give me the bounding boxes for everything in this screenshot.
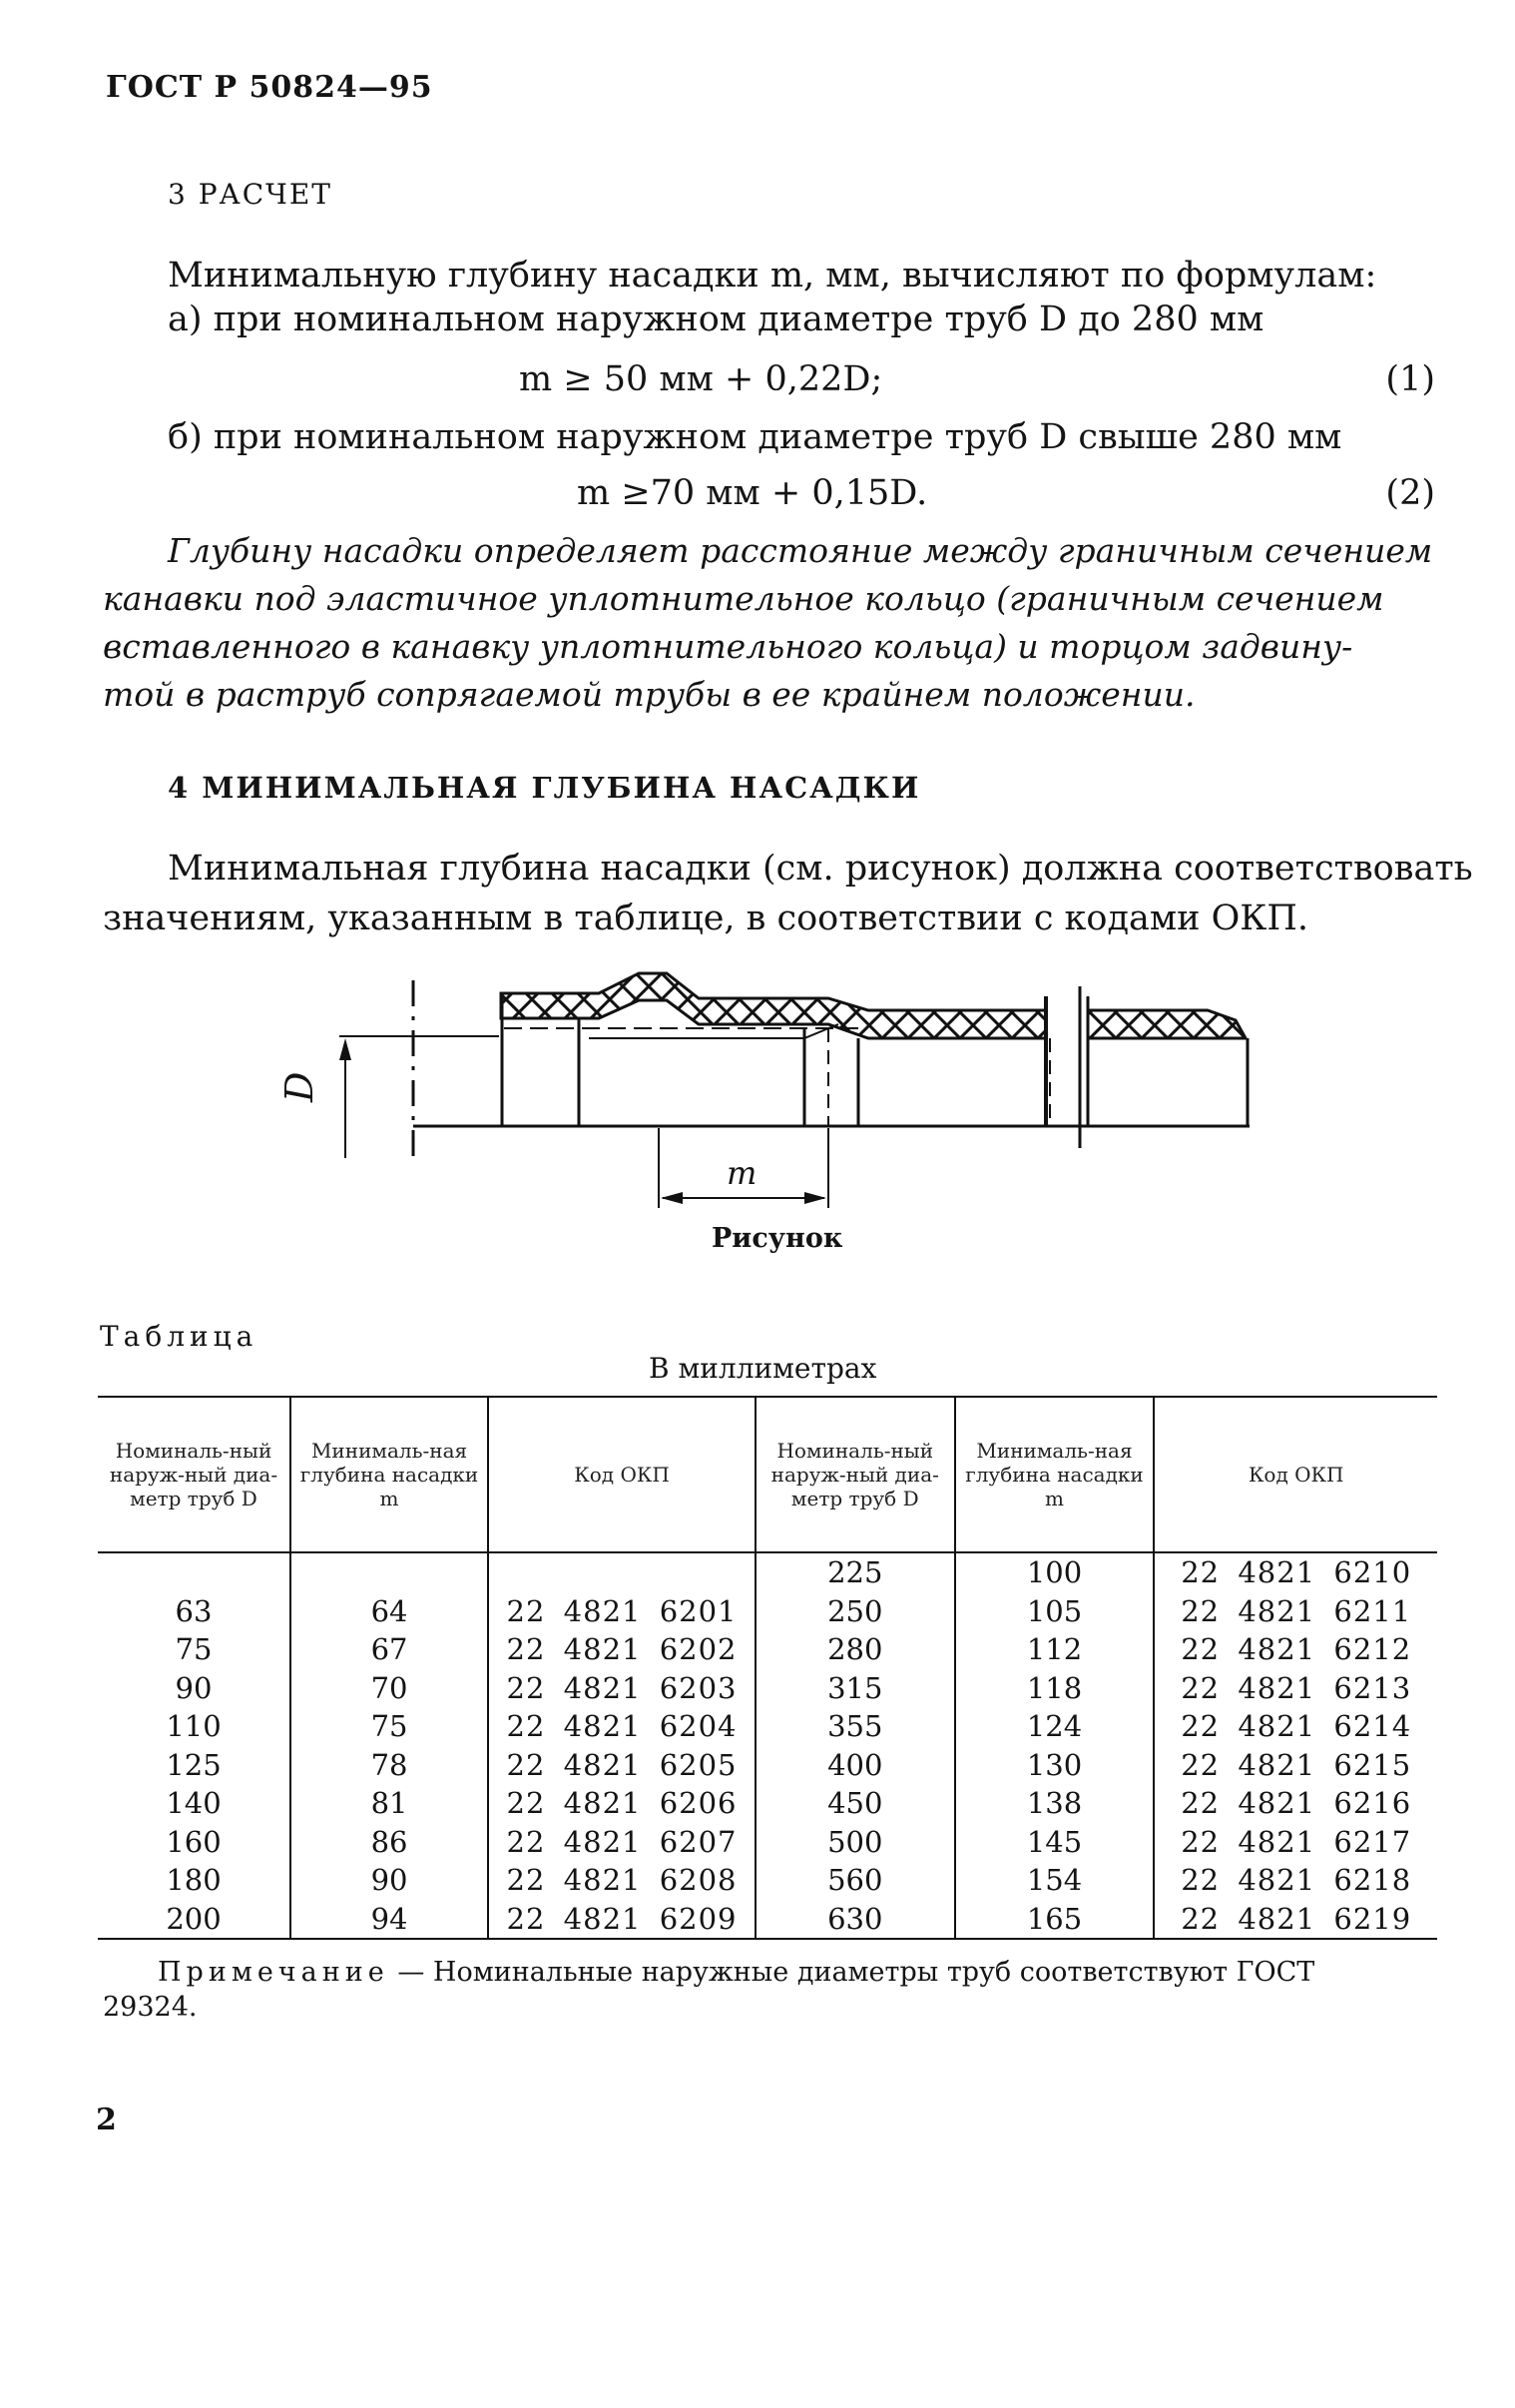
- dimension-m-label: m: [727, 1154, 758, 1192]
- italic-line-4: той в раструб сопрягаемой трубы в ее крайнем положении.: [103, 675, 1196, 714]
- table-cell: 22 4821 6214: [1154, 1707, 1437, 1746]
- table-cell: 250: [756, 1592, 955, 1631]
- table-cell: 125: [166, 1747, 222, 1782]
- header-code-2: Код ОКП: [1154, 1397, 1437, 1552]
- table-row: [98, 1746, 1437, 1785]
- table-cell: 140: [166, 1786, 222, 1821]
- table-cell: 160: [166, 1824, 222, 1859]
- document-header: ГОСТ Р 50824—95: [106, 70, 433, 105]
- note-text: — Номинальные наружные диаметры труб соответствуют ГОСТ: [388, 1957, 1315, 1988]
- table-cell: 280: [756, 1630, 955, 1669]
- table-cell: 22 4821 6213: [1154, 1669, 1437, 1708]
- table-cell: 22 4821 6202: [488, 1630, 756, 1669]
- table-row: [98, 1707, 1437, 1746]
- table-cell: 112: [955, 1630, 1155, 1669]
- table-cell: 94: [290, 1900, 488, 1940]
- table-cell: 22 4821 6208: [488, 1861, 756, 1900]
- table-cell: 90: [175, 1670, 213, 1705]
- table-cell: 145: [955, 1823, 1155, 1862]
- table-cell: 75: [175, 1632, 213, 1667]
- header-depth: Минималь-ная глубина насадки m: [290, 1397, 488, 1552]
- formula-2-number: (2): [1385, 473, 1435, 513]
- table-row: [98, 1861, 1437, 1900]
- section-4-line-2: значениям, указанным в таблице, в соответствии с кодами ОКП.: [103, 899, 1309, 938]
- table-cell: 75: [290, 1707, 488, 1746]
- table-cell: 22 4821 6206: [488, 1784, 756, 1823]
- table-cell: 22 4821 6201: [488, 1592, 756, 1631]
- okp-table: [98, 1396, 1437, 1940]
- table-cell: 180: [166, 1863, 222, 1898]
- table-cell: 90: [290, 1861, 488, 1900]
- section-3-title: 3 РАСЧЕТ: [168, 178, 332, 211]
- figure-caption: Рисунок: [712, 1223, 843, 1254]
- italic-line-1: Глубину насадки определяет расстояние между граничным сечением: [168, 531, 1433, 570]
- section-4-line-1: Минимальная глубина насадки (см. рисунок) должна соответствовать: [168, 849, 1473, 889]
- table-cell: 225: [756, 1552, 955, 1592]
- table-cell: 22 4821 6203: [488, 1669, 756, 1708]
- table-row: [98, 1552, 1437, 1592]
- table-cell: 355: [756, 1707, 955, 1746]
- table-label: Таблица: [100, 1320, 258, 1353]
- table-row: [98, 1592, 1437, 1631]
- dimension-d-label: D: [277, 1071, 321, 1102]
- table-cell: 22 4821 6216: [1154, 1784, 1437, 1823]
- table-cell: 70: [290, 1669, 488, 1708]
- table-cell: [488, 1552, 756, 1592]
- table-cell: 22 4821 6218: [1154, 1861, 1437, 1900]
- table-cell: [290, 1552, 488, 1592]
- table-cell: 63: [175, 1593, 213, 1628]
- section-3-intro: Минимальную глубину насадки m, мм, вычисляют по формулам:: [168, 256, 1377, 296]
- table-cell: 100: [955, 1552, 1155, 1592]
- page-number: 2: [96, 2103, 117, 2137]
- table-cell: 118: [955, 1669, 1155, 1708]
- table-cell: 78: [290, 1746, 488, 1785]
- header-diameter-2: Номиналь-ный наруж-ный диа-метр труб D: [756, 1397, 955, 1552]
- table-note-cont: 29324.: [103, 1992, 198, 2023]
- table-cell: [98, 1552, 290, 1592]
- header-depth-2: Минималь-ная глубина насадки m: [955, 1397, 1155, 1552]
- table-cell: 630: [756, 1900, 955, 1940]
- table-cell: 165: [955, 1900, 1155, 1940]
- table-row: [98, 1669, 1437, 1708]
- table-cell: 110: [166, 1709, 222, 1744]
- table-row: [98, 1784, 1437, 1823]
- table-cell: 400: [756, 1746, 955, 1785]
- table-cell: 22 4821 6215: [1154, 1746, 1437, 1785]
- table-cell: 22 4821 6210: [1154, 1552, 1437, 1592]
- table-cell: 200: [98, 1900, 290, 1940]
- formula-1: m ≥ 50 мм + 0,22D;: [519, 359, 883, 399]
- table-cell: 22 4821 6209: [488, 1900, 756, 1940]
- table-cell: 138: [955, 1784, 1155, 1823]
- table-cell: 22 4821 6205: [488, 1746, 756, 1785]
- italic-line-3: вставленного в канавку уплотнительного кольца) и торцом задвину-: [103, 627, 1353, 666]
- italic-line-2: канавки под эластичное уплотнительное кольцо (граничным сечением: [103, 579, 1384, 618]
- table-row: [98, 1823, 1437, 1862]
- table-cell: 105: [955, 1592, 1155, 1631]
- section-4-title: 4 МИНИМАЛЬНАЯ ГЛУБИНА НАСАДКИ: [168, 771, 921, 805]
- table-cell: 450: [756, 1784, 955, 1823]
- formula-1-number: (1): [1385, 359, 1435, 399]
- case-a-text: а) при номинальном наружном диаметре труб D до 280 мм: [168, 300, 1264, 339]
- note-label: Примечание: [158, 1957, 389, 1988]
- table-cell: 154: [955, 1861, 1155, 1900]
- table-cell: 130: [955, 1746, 1155, 1785]
- table-row: [98, 1630, 1437, 1669]
- table-cell: 67: [290, 1630, 488, 1669]
- table-note: [158, 1957, 1314, 1988]
- formula-2: m ≥70 мм + 0,15D.: [577, 473, 928, 513]
- table-cell: 560: [756, 1861, 955, 1900]
- header-diameter: Номиналь-ный наруж-ный диа-метр труб D: [98, 1397, 290, 1552]
- table-cell: 22 4821 6219: [1154, 1900, 1437, 1940]
- case-b-text: б) при номинальном наружном диаметре труб D свыше 280 мм: [168, 417, 1342, 457]
- table-cell: 315: [756, 1669, 955, 1708]
- table-cell: 500: [756, 1823, 955, 1862]
- table-cell: 81: [290, 1784, 488, 1823]
- table-cell: 22 4821 6217: [1154, 1823, 1437, 1862]
- table-cell: 22 4821 6204: [488, 1707, 756, 1746]
- table-cell: 22 4821 6212: [1154, 1630, 1437, 1669]
- table-header-row: [98, 1397, 1437, 1552]
- table-cell: 22 4821 6211: [1154, 1592, 1437, 1631]
- table-row: [98, 1900, 1437, 1940]
- table-cell: 64: [290, 1592, 488, 1631]
- table-cell: 22 4821 6207: [488, 1823, 756, 1862]
- table-units: В миллиметрах: [649, 1352, 877, 1385]
- header-code: Код ОКП: [488, 1397, 756, 1552]
- table-cell: 86: [290, 1823, 488, 1862]
- table-cell: 124: [955, 1707, 1155, 1746]
